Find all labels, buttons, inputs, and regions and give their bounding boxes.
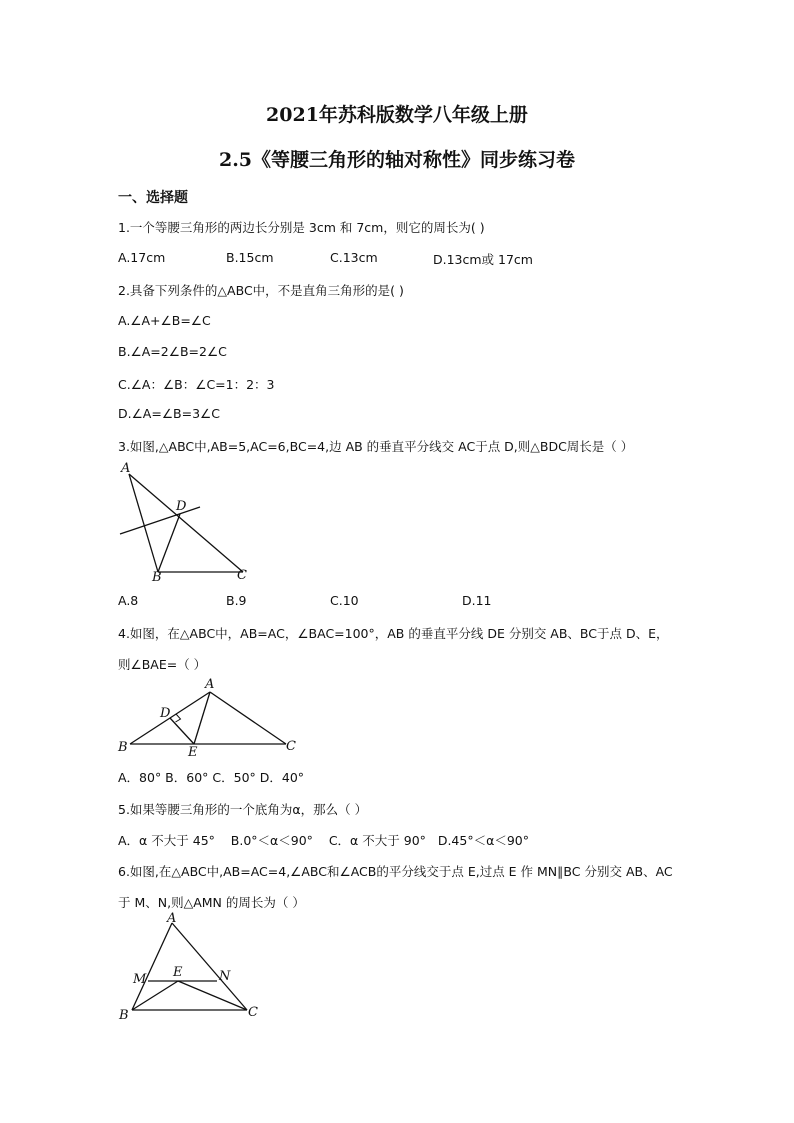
segment-ac [129,474,243,572]
question-1-option-b: B.15cm [226,250,274,265]
question-3-option-b: B.9 [226,593,247,608]
question-1-option-a: A.17cm [118,250,166,265]
question-6-figure [115,913,270,1025]
label-e: E [173,965,183,980]
label-c: C [248,1005,258,1020]
question-4-figure [115,675,300,760]
question-3-figure [115,458,265,583]
label-m: M [133,972,147,987]
question-3-option-c: C.10 [330,593,359,608]
label-b: B [119,1008,129,1023]
page-title: 2021年苏科版数学八年级上册 [266,104,528,126]
label-d: D [160,706,171,721]
segment-ce [178,981,247,1010]
page-subtitle: 2.5《等腰三角形的轴对称性》同步练习卷 [218,149,576,171]
label-a: A [121,461,131,476]
question-5-options: A．α 不大于 45° B.0°＜α＜90° C．α 不大于 90° D.45°＜α＜90° [118,833,529,848]
question-6-stem-line-2: 于 M、N,则△AMN 的周长为（ ） [118,895,305,910]
label-b: B [152,570,162,585]
segment-ac [172,923,247,1010]
question-2-option-a: A.∠A+∠B=∠C [118,313,211,328]
section-heading: 一、选择题 [118,190,188,206]
segment-bd [158,514,180,572]
question-4-options: A．80° B．60° C．50° D．40° [118,770,305,785]
segment-ac [210,692,286,744]
question-4-stem-line-1: 4.如图，在△ABC中，AB=AC，∠BAC=100°，AB 的垂直平分线 DE 分别交 AB、BC于点 D、E， [118,626,669,641]
question-2-option-b: B.∠A=2∠B=2∠C [118,344,227,359]
label-a: A [167,911,177,926]
question-3-option-a: A.8 [118,593,139,608]
question-2-stem: 2.具备下列条件的△ABC中，不是直角三角形的是( ) [118,283,404,298]
question-2-option-c: C.∠A：∠B：∠C=1：2：3 [118,377,275,392]
question-4-stem-line-2: 则∠BAE=（ ） [118,657,207,672]
question-6-stem-line-1: 6.如图,在△ABC中,AB=AC=4,∠ABC和∠ACB的平分线交于点 E,过点 E 作 MN∥BC 分别交 AB、AC [118,864,673,879]
question-5-stem: 5.如果等腰三角形的一个底角为α，那么（ ） [118,802,368,817]
question-1-option-c: C.13cm [330,250,378,265]
label-e: E [188,745,198,760]
question-1-option-d: D.13cm或 17cm [433,252,533,267]
label-c: C [237,568,247,583]
right-angle-mark [176,714,181,722]
label-n: N [219,969,231,984]
perpendicular-bisector-line [120,507,200,534]
segment-de [170,718,194,744]
question-1-stem: 1.一个等腰三角形的两边长分别是 3cm 和 7cm，则它的周长为( ) [118,220,485,235]
label-c: C [286,739,296,754]
question-3-stem: 3.如图,△ABC中,AB=5,AC=6,BC=4,边 AB 的垂直平分线交 AC于点 D,则△BDC周长是（ ） [118,439,634,454]
label-d: D [176,499,187,514]
segment-ae [194,692,210,744]
label-b: B [118,740,128,755]
question-3-option-d: D.11 [462,593,492,608]
question-2-option-d: D.∠A=∠B=3∠C [118,406,220,421]
label-a: A [205,677,215,692]
